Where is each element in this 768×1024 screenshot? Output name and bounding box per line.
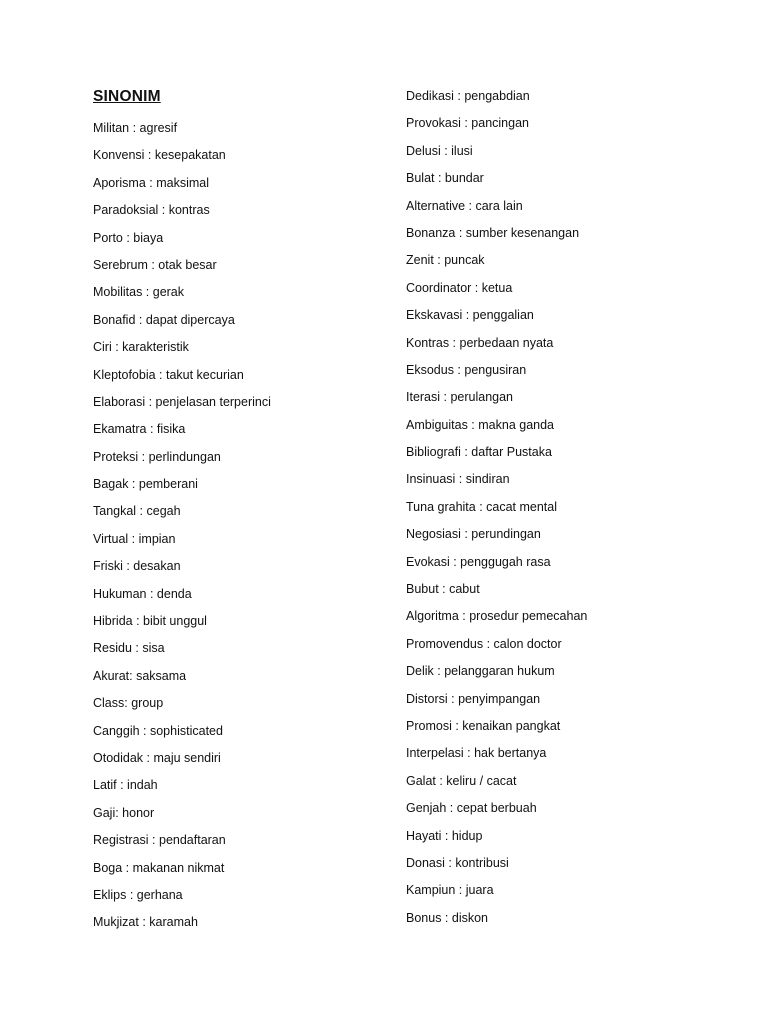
- synonym-entry: Mukjizat : karamah: [93, 915, 198, 930]
- synonym-entry: Bonafid : dapat dipercaya: [93, 312, 235, 327]
- synonym-entry: Mobilitas : gerak: [93, 285, 185, 300]
- synonym-entry: Kampiun : juara: [406, 883, 494, 898]
- synonym-entry: Bonus : diskon: [406, 910, 488, 925]
- synonym-entry: Otodidak : maju sendiri: [93, 750, 221, 765]
- synonym-entry: Negosiasi : perundingan: [406, 527, 541, 542]
- synonym-entry: Hukuman : denda: [93, 586, 192, 601]
- synonym-entry: Friski : desakan: [93, 559, 181, 574]
- synonym-entry: Iterasi : perulangan: [406, 390, 514, 405]
- synonym-entry: Coordinator : ketua: [406, 280, 513, 295]
- synonym-entry: Hibrida : bibit unggul: [93, 614, 207, 629]
- synonym-entry: Registrasi : pendaftaran: [93, 833, 226, 848]
- page-title: SINONIM: [93, 88, 161, 105]
- synonym-list-left: [93, 119, 271, 941]
- synonym-entry: Latif : indah: [93, 778, 158, 793]
- synonym-entry: Delusi : ilusi: [406, 143, 473, 158]
- synonym-entry: Distorsi : penyimpangan: [406, 691, 541, 706]
- synonym-entry: Bibliografi : daftar Pustaka: [406, 445, 552, 460]
- synonym-entry: Ekamatra : fisika: [93, 422, 186, 437]
- synonym-list-right: [406, 87, 587, 936]
- synonym-entry: Residu : sisa: [93, 641, 165, 656]
- synonym-entry: Promovendus : calon doctor: [406, 636, 562, 651]
- synonym-entry: Kleptofobia : takut kecurian: [93, 367, 244, 382]
- synonym-entry: Tangkal : cegah: [93, 504, 181, 519]
- synonym-entry: Class: group: [93, 696, 164, 711]
- synonym-entry: Eksodus : pengusiran: [406, 362, 527, 377]
- synonym-entry: Proteksi : perlindungan: [93, 449, 221, 464]
- synonym-entry: Eklips : gerhana: [93, 887, 183, 902]
- synonym-entry: Evokasi : penggugah rasa: [406, 554, 551, 569]
- synonym-entry: Galat : keliru / cacat: [406, 773, 517, 788]
- synonym-entry: Serebrum : otak besar: [93, 257, 217, 272]
- synonym-entry: Interpelasi : hak bertanya: [406, 746, 547, 761]
- synonym-entry: Bagak : pemberani: [93, 477, 198, 492]
- synonym-entry: Dedikasi : pengabdian: [406, 89, 530, 103]
- synonym-entry: Konvensi : kesepakatan: [93, 148, 226, 163]
- synonym-entry: Porto : biaya: [93, 230, 164, 245]
- synonym-entry: Hayati : hidup: [406, 828, 483, 843]
- synonym-entry: Bubut : cabut: [406, 582, 480, 597]
- synonym-entry: Delik : pelanggaran hukum: [406, 664, 555, 679]
- synonym-entry: Canggih : sophisticated: [93, 723, 223, 738]
- synonym-entry: Paradoksial : kontras: [93, 203, 210, 218]
- synonym-entry: Insinuasi : sindiran: [406, 472, 510, 487]
- synonym-entry: Akurat: saksama: [93, 668, 187, 683]
- synonym-entry: Militan : agresif: [93, 121, 178, 135]
- synonym-entry: Ambiguitas : makna ganda: [406, 417, 555, 432]
- synonym-entry: Ciri : karakteristik: [93, 340, 189, 355]
- synonym-entry: Bulat : bundar: [406, 171, 484, 186]
- synonym-entry: Alternative : cara lain: [406, 198, 523, 213]
- synonym-entry: Aporisma : maksimal: [93, 175, 209, 190]
- synonym-entry: Promosi : kenaikan pangkat: [406, 718, 561, 733]
- synonym-entry: Bonanza : sumber kesenangan: [406, 225, 580, 240]
- synonym-entry: Genjah : cepat berbuah: [406, 801, 537, 816]
- synonym-entry: Algoritma : prosedur pemecahan: [406, 609, 588, 624]
- synonym-entry: Zenit : puncak: [406, 253, 485, 268]
- synonym-entry: Kontras : perbedaan nyata: [406, 335, 554, 350]
- synonym-entry: Ekskavasi : penggalian: [406, 308, 534, 323]
- synonym-entry: Tuna grahita : cacat mental: [406, 499, 558, 514]
- synonym-entry: Provokasi : pancingan: [406, 116, 529, 131]
- synonym-entry: Virtual : impian: [93, 531, 176, 546]
- synonym-entry: Boga : makanan nikmat: [93, 860, 225, 875]
- synonym-entry: Donasi : kontribusi: [406, 855, 509, 870]
- synonym-entry: Gaji: honor: [93, 805, 155, 820]
- synonym-entry: Elaborasi : penjelasan terperinci: [93, 394, 271, 409]
